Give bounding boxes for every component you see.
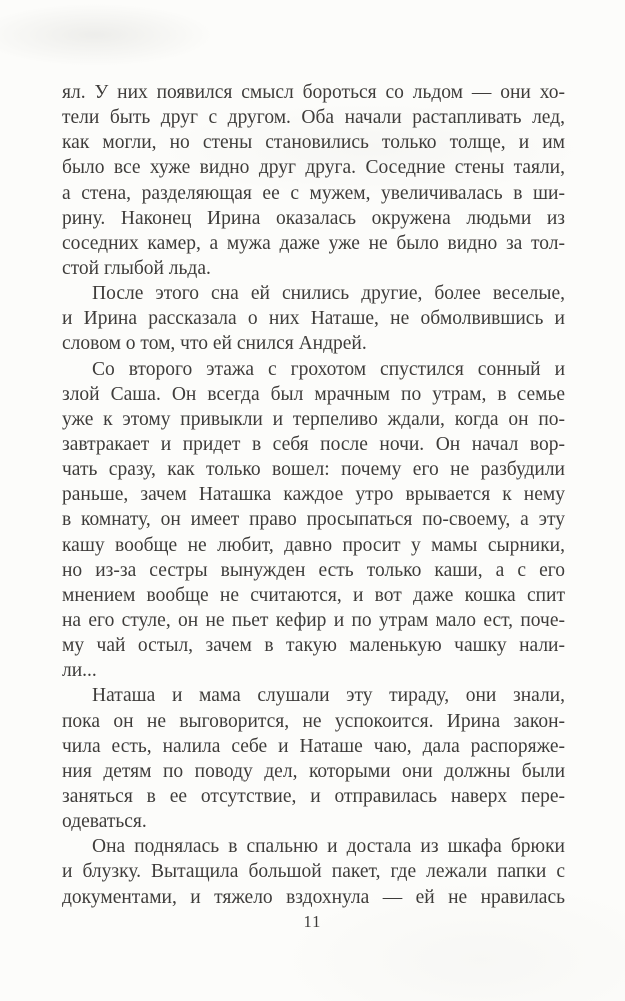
text-line: и Ирина рассказала о них Наташе, не обмолвившись и bbox=[62, 308, 565, 330]
text-line: чать сразу, как только вошел: почему его не разбудили bbox=[62, 459, 565, 481]
text-line: Со второго этажа с грохотом спустился сонный и bbox=[92, 358, 565, 380]
text-line: как могли, но стены становились только толще, и им bbox=[62, 132, 565, 154]
text-line: завтракает и придет в себя после ночи. Он начал вор- bbox=[62, 433, 565, 455]
text-line: Она поднялась в спальню и достала из шкафа брюки bbox=[92, 836, 565, 858]
page-text bbox=[62, 80, 565, 910]
text-line: стой глыбой льда. bbox=[62, 257, 211, 279]
text-line: в комнату, он имеет право просыпаться по-своему, а эту bbox=[62, 509, 565, 531]
text-line: рину. Наконец Ирина оказалась окружена людьми из bbox=[62, 207, 565, 229]
text-line: соседних камер, а мужа даже уже не было видно за тол- bbox=[62, 232, 565, 254]
text-line: пока он не выговорится, не успокоится. Ирина закон- bbox=[62, 710, 565, 732]
text-line: заняться в ее отсутствие, и отправилась наверх пере- bbox=[62, 785, 565, 807]
text-line: ния детям по поводу дел, которыми они должны были bbox=[62, 760, 565, 782]
text-line: но из-за сестры вынужден есть только каши, а с его bbox=[62, 559, 565, 581]
text-line: а стена, разделяющая ее с мужем, увеличивалась в ши- bbox=[62, 182, 565, 204]
page-number: 11 bbox=[303, 912, 322, 931]
text-line: раньше, зачем Наташка каждое утро врывается к нему bbox=[62, 484, 565, 506]
text-line: После этого сна ей снились другие, более веселые, bbox=[92, 283, 565, 305]
text-line: и блузку. Вытащила большой пакет, где лежали папки с bbox=[62, 861, 565, 883]
text-line: злой Саша. Он всегда был мрачным по утрам, в семье bbox=[62, 383, 565, 405]
text-line: чила есть, налила себе и Наташе чаю, дала распоряже- bbox=[62, 735, 565, 757]
text-line: на его стуле, он не пьет кефир и по утрам мало ест, поче- bbox=[62, 609, 565, 631]
text-line: ли... bbox=[62, 660, 97, 682]
text-line: му чай остыл, зачем в такую маленькую чашку нали- bbox=[62, 635, 565, 657]
text-line: Наташа и мама слушали эту тираду, они знали, bbox=[92, 685, 565, 707]
text-line: ял. У них появился смысл бороться со льдом — они хо- bbox=[62, 82, 565, 103]
text-line: словом о том, что ей снился Андрей. bbox=[62, 333, 367, 355]
text-line: документами, и тяжело вздохнула — ей не нравилась bbox=[62, 886, 565, 908]
text-line: тели быть друг с другом. Оба начали растапливать лед, bbox=[62, 107, 565, 129]
text-line: уже к этому привыкли и терпеливо ждали, когда он по- bbox=[62, 408, 565, 430]
text-line: кашу вообще не любит, давно просит у мамы сырники, bbox=[62, 534, 565, 556]
text-line: одеваться. bbox=[62, 811, 147, 833]
text-line: было все хуже видно друг друга. Соседние стены таяли, bbox=[62, 157, 565, 179]
text-line: мнением вообще не считаются, и вот даже кошка спит bbox=[62, 584, 565, 606]
